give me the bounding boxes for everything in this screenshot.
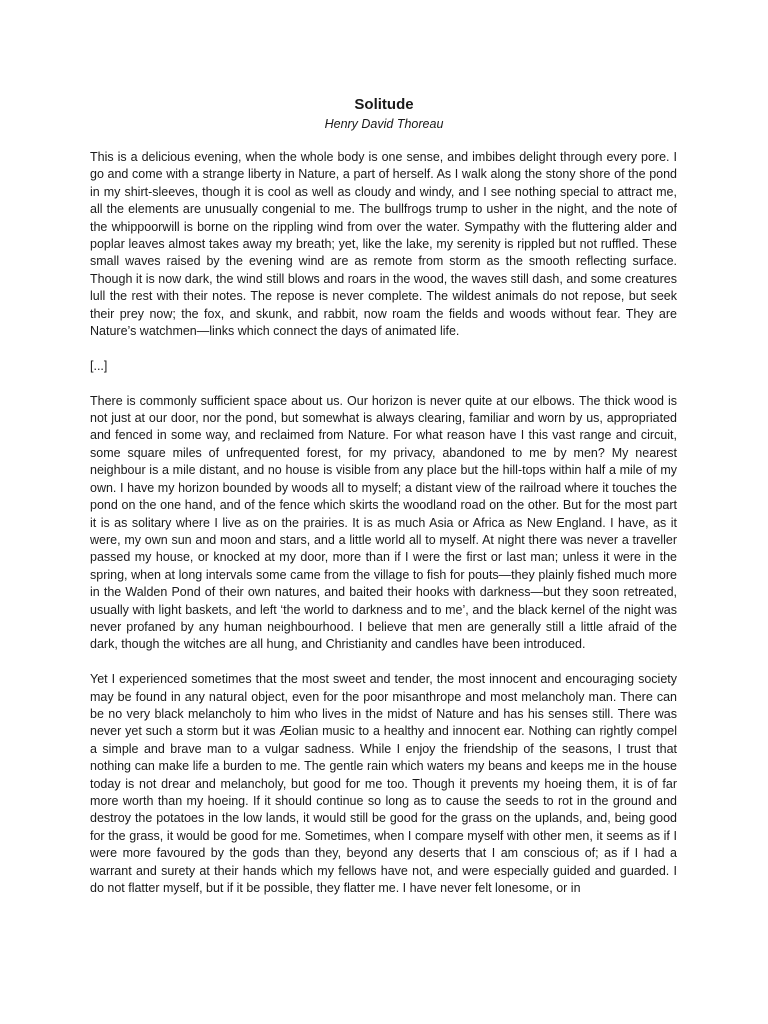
ellipsis-paragraph: [...] [90, 358, 108, 373]
paragraph: There is commonly sufficient space about us. Our horizon is never quite at our elbows. The thick wood is not just at our door, nor the pond, but somewhat is always clearing, familiar and worn by us, appropriated and fenced in some way, and reclaimed from Nature. For what reason have I this vast range and circuit, some square miles of unfrequented forest, for my privacy, abandoned to me by men? My nearest neighbour is a mile distant, and no house is visible from any place but the hill-tops within half a mile of my own. I have my horizon bounded by woods all to myself; a distant view of the railroad where it touches the pond on the one hand, and of the fence which skirts the woodland road on the other. But for the most part it is as solitary where I live as on the prairies. It is as much Asia or Africa as New England. I have, as it were, my own sun and moon and stars, and a little world all to myself. At night there was never a traveller passed my house, or knocked at my door, more than if I were the first or last man; unless it were in the spring, when at long intervals some came from the village to fish for pouts—they plainly fished much more in the Walden Pond of their own natures, and baited their hooks with darkness—but they soon retreated, usually with light baskets, and left ‘the world to darkness and to me’, and the black kernel of the night was never profaned by any human neighbourhood. I believe that men are generally still a little afraid of the dark, though the witches are all hung, and Christianity and candles have been introduced. [90, 393, 677, 652]
document-title: Solitude [354, 96, 414, 113]
paragraph: Yet I experienced sometimes that the most sweet and tender, the most innocent and encouraging society may be found in any natural object, even for the poor misanthrope and most melancholy man. There can be no very black melancholy to him who lives in the midst of Nature and has his senses still. There was never yet such a storm but it was Æolian music to a healthy and innocent ear. Nothing can rightly compel a simple and brave man to a vulgar sadness. While I enjoy the friendship of the seasons, I trust that nothing can make life a burden to me. The gentle rain which waters my beans and keeps me in the house today is not drear and melancholy, but good for me too. Though it prevents my hoeing them, it is of far more worth than my hoeing. If it should continue so long as to cause the seeds to rot in the ground and destroy the potatoes in the low lands, it would still be good for the grass on the uplands, and, being good for the grass, it would be good for me. Sometimes, when I compare myself with other men, it seems as if I were more favoured by the gods than they, beyond any deserts that I am conscious of; as if I had a warrant and surety at their hands which my fellows have not, and were especially guided and guarded. I do not flatter myself, but if it be possible, they flatter me. I have never felt lonesome, or in [90, 672, 677, 896]
paragraph: This is a delicious evening, when the whole body is one sense, and imbibes delight through every pore. I go and come with a strange liberty in Nature, a part of herself. As I walk along the stony shore of the pond in my shirt-sleeves, though it is cool as well as cloudy and windy, and I see nothing special to attract me, all the elements are unusually congenial to me. The bullfrogs trump to usher in the night, and the note of the whippoorwill is borne on the rippling wind from over the water. Sympathy with the fluttering alder and poplar leaves almost takes away my breath; yet, like the lake, my serenity is rippled but not ruffled. These small waves raised by the evening wind are as remote from storm as the smooth reflecting surface. Though it is now dark, the wind still blows and roars in the wood, the waves still dash, and some creatures lull the rest with their notes. The repose is never complete. The wildest animals do not repose, but seek their prey now; the fox, and skunk, and rabbit, now roam the fields and woods without fear. They are Nature’s watchmen—links which connect the days of animated life. [90, 150, 677, 339]
document-author: Henry David Thoreau [324, 117, 444, 131]
document-body [90, 149, 677, 915]
